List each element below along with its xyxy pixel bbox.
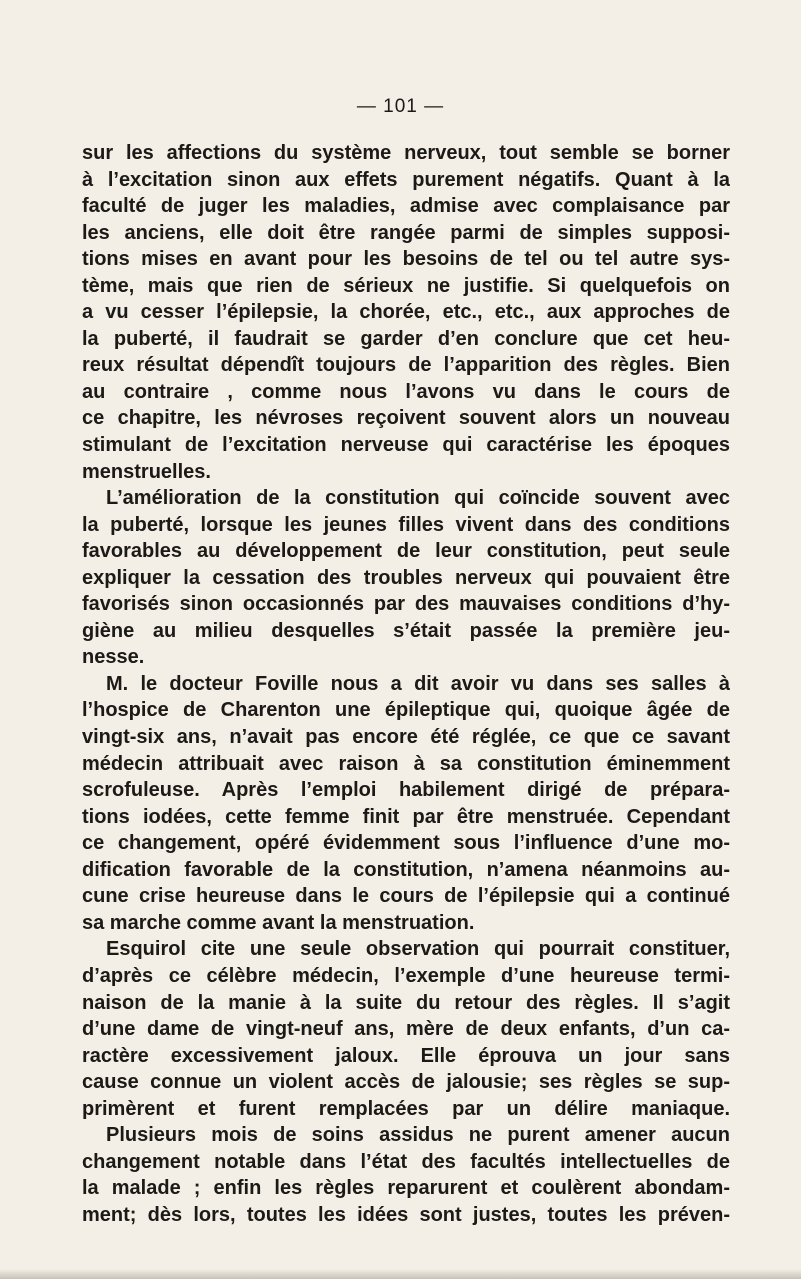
text-line: sur les affections du système nerveux, tout semble se borner (82, 142, 730, 164)
text-line: favorisés sinon occasionnés par des mauvaises conditions d’hy- (82, 593, 730, 616)
text-line: scrofuleuse. Après l’emploi habilement dirigé de prépara- (82, 779, 730, 802)
text-line: favorables au développement de leur constitution, peut seule (82, 540, 730, 563)
text-line: giène au milieu desquelles s’était passée la première jeu- (82, 619, 730, 642)
text-line: tème, mais que rien de sérieux ne justifie. Si quelquefois on (82, 274, 730, 297)
text-line: sa marche comme avant la menstruation. (82, 911, 475, 934)
text-line: dification favorable de la constitution, n’amena néanmoins au- (82, 858, 730, 881)
text-line: ment; dès lors, toutes les idées sont justes, toutes les préven- (82, 1203, 730, 1226)
text-line: L’amélioration de la constitution qui coïncide souvent avec (106, 487, 730, 510)
text-line: la puberté, il faudrait se garder d’en conclure que cet heu- (82, 327, 730, 350)
text-line: l’hospice de Charenton une épileptique qui, quoique âgée de (82, 699, 730, 722)
text-line: tions iodées, cette femme finit par être menstruée. Cependant (82, 805, 730, 828)
page-number-header: — 101 — (356, 96, 445, 117)
body-text (82, 140, 730, 1228)
text-line: faculté de juger les maladies, admise avec complaisance par (82, 195, 730, 218)
text-line: ce changement, opéré évidemment sous l’influence d’une mo- (82, 832, 730, 855)
page-bottom-edge (0, 1269, 801, 1279)
text-line: stimulant de l’excitation nerveuse qui caractérise les époques (82, 434, 730, 457)
text-line: nesse. (82, 646, 145, 669)
text-line: a vu cesser l’épilepsie, la chorée, etc., etc., aux approches de (82, 301, 730, 324)
text-line: reux résultat dépendît toujours de l’apparition des règles. Bien (82, 354, 730, 377)
text-line: M. le docteur Foville nous a dit avoir vu dans ses salles à (106, 672, 730, 695)
text-line: changement notable dans l’état des facultés intellectuelles de (82, 1150, 730, 1173)
text-line: la puberté, lorsque les jeunes filles vivent dans des conditions (82, 513, 730, 536)
text-line: expliquer la cessation des troubles nerveux qui pouvaient être (82, 566, 730, 589)
text-line: ce chapitre, les névroses reçoivent souvent alors un nouveau (82, 407, 730, 430)
text-line: cause connue un violent accès de jalousie; ses règles se sup- (82, 1071, 730, 1094)
text-line: Plusieurs mois de soins assidus ne purent amener aucun (106, 1124, 730, 1147)
text-line: menstruelles. (82, 460, 211, 483)
text-line: la malade ; enfin les règles reparurent et coulèrent abondam- (82, 1177, 730, 1200)
text-line: Esquirol cite une seule observation qui pourrait constituer, (106, 938, 730, 961)
text-line: les anciens, elle doit être rangée parmi de simples supposi- (82, 221, 730, 244)
text-line: naison de la manie à la suite du retour des règles. Il s’agit (82, 991, 730, 1014)
text-line: au contraire , comme nous l’avons vu dans le cours de (82, 380, 730, 403)
text-line: à l’excitation sinon aux effets purement négatifs. Quant à la (82, 168, 730, 191)
text-line: médecin attribuait avec raison à sa constitution éminemment (82, 752, 730, 775)
text-line: vingt-six ans, n’avait pas encore été réglée, ce que ce savant (82, 726, 730, 749)
text-line: cune crise heureuse dans le cours de l’épilepsie qui a continué (82, 885, 730, 908)
text-line: d’après ce célèbre médecin, l’exemple d’une heureuse termi- (82, 964, 730, 987)
text-line: primèrent et furent remplacées par un délire maniaque. (82, 1097, 730, 1120)
text-line: tions mises en avant pour les besoins de tel ou tel autre sys- (82, 248, 730, 271)
text-line: d’une dame de vingt-neuf ans, mère de deux enfants, d’un ca- (82, 1018, 730, 1041)
text-line: ractère excessivement jaloux. Elle éprouva un jour sans (82, 1044, 730, 1067)
